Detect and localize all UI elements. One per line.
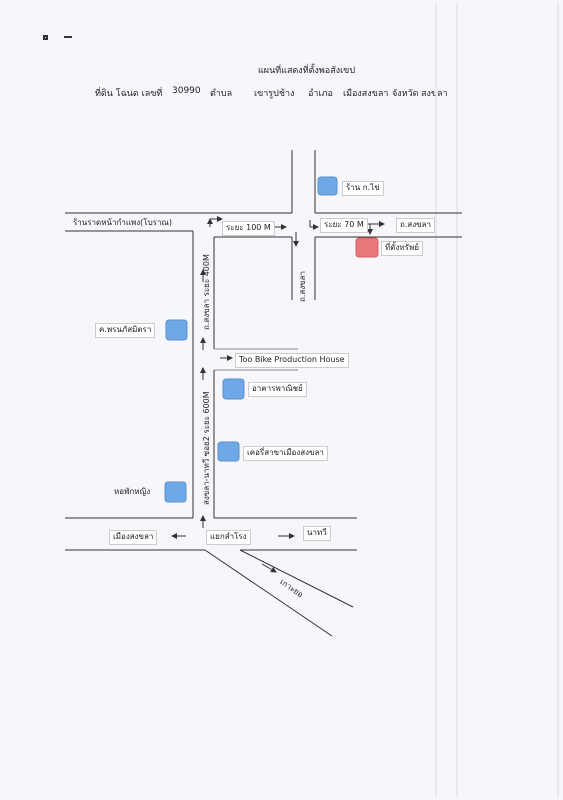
- deed-number: 30990: [172, 86, 201, 96]
- label-distance-100: ระยะ 100 M: [222, 221, 275, 236]
- label-too-bike: Too Bike Production House: [235, 353, 349, 368]
- label-na-thawi: นาทวี: [303, 526, 331, 541]
- province-label: จังหวัด: [392, 89, 419, 99]
- label-koh-yor: เกาะยอ: [278, 577, 305, 600]
- label-arkarn-phanit: อาคารพาณิชย์: [248, 382, 307, 397]
- map-title: แผนที่แสดงที่ตั้งพอสังเขป: [258, 66, 356, 76]
- road-koh-yor-west: [205, 550, 332, 636]
- label-dorm: หอพักหญิง: [114, 487, 151, 496]
- label-road-songkhla-400: ถ.สงขลา ระยะ 400M: [202, 254, 211, 330]
- condo-marker: [166, 320, 187, 340]
- dorm-marker: [165, 482, 186, 502]
- amphoe-value: เมืองสงขลา: [343, 89, 389, 99]
- label-property: ที่ตั้งทรัพย์: [381, 241, 423, 256]
- label-shop-kor-kai: ร้าน ก.ไข่: [342, 181, 384, 196]
- tambon-value: เขารูปช้าง: [254, 89, 295, 99]
- arkarn-marker: [223, 379, 244, 399]
- shop-kor-kai-marker: [318, 177, 337, 195]
- label-intersection: แยกสำโรง: [206, 530, 251, 545]
- road-koh-yor-east: [240, 550, 353, 607]
- label-road-soi2-600: สงขลา-นาทวี ซอย2 ระยะ 600M: [202, 391, 211, 505]
- amphoe-label: อำเภอ: [308, 89, 333, 99]
- label-ferry: เคอรี่สาขาเมืองสงขลา: [243, 446, 328, 461]
- tambon-label: ตำบล: [210, 89, 233, 99]
- property-marker: [356, 238, 378, 257]
- label-road-songkhla-vertical: ถ.สงขลา: [298, 270, 307, 302]
- ferry-marker: [218, 442, 239, 461]
- label-road-songkhla-right: ถ.สงขลา: [396, 218, 435, 233]
- label-condo: ค.พรนภัสมิตรา: [95, 323, 155, 338]
- label-top-left-road: ร้านราดหน้ากำแพง(โบราณ): [73, 218, 172, 227]
- label-mueang-songkhla: เมืองสงขลา: [109, 530, 157, 545]
- province-value: สงขลา: [421, 89, 448, 99]
- land-label: ที่ดิน โฉนด เลขที่: [95, 89, 163, 99]
- label-distance-70: ระยะ 70 M: [320, 218, 368, 233]
